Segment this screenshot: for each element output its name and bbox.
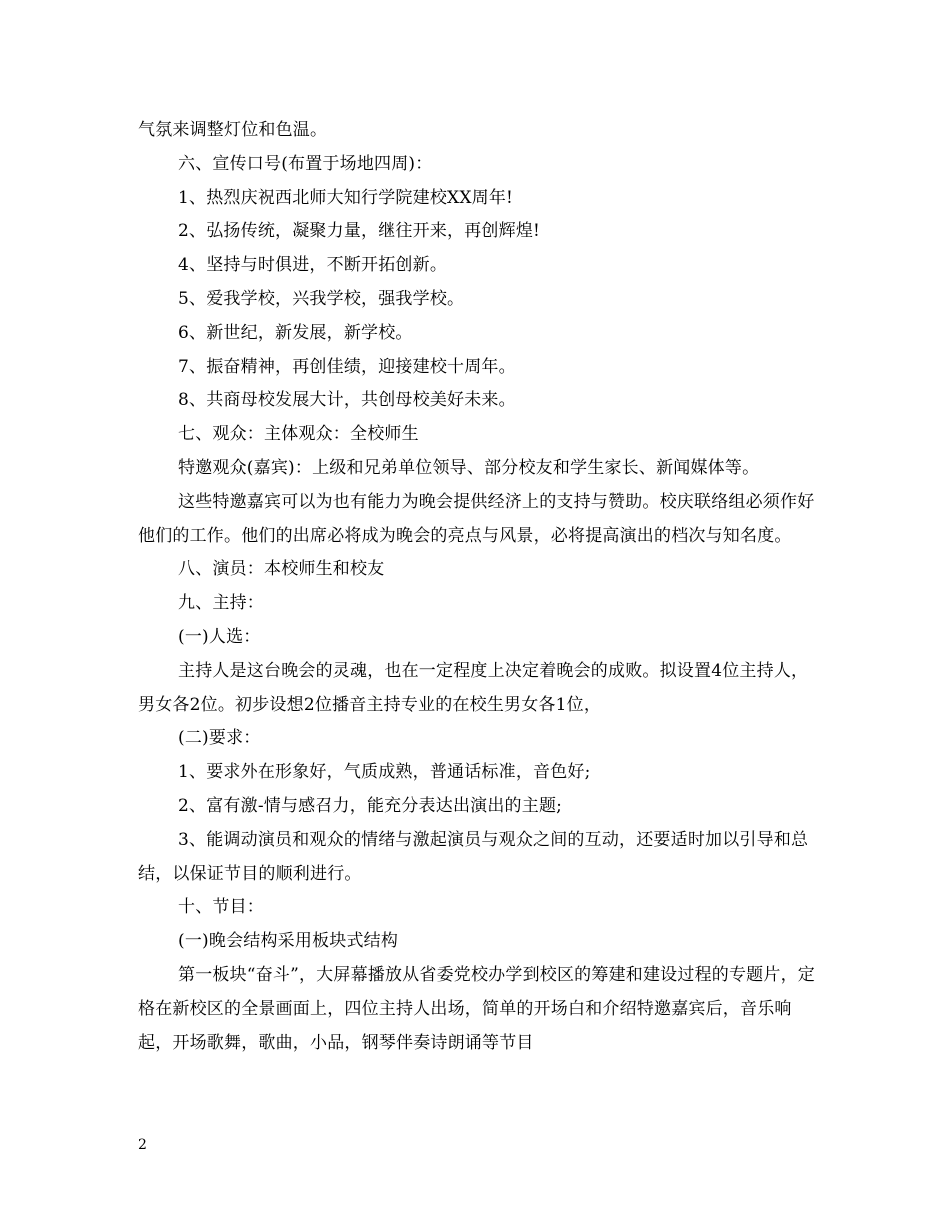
- paragraph: 九、主持：: [178, 593, 264, 614]
- paragraph: (一)人选：: [178, 626, 261, 647]
- paragraph: 七、观众：主体观众：全校师生: [178, 424, 419, 445]
- paragraph: 气氛来调整灯位和色温。: [138, 120, 328, 140]
- paragraph: 2、富有激-情与感召力，能充分表达出演出的主题;: [178, 795, 563, 816]
- paragraph: 八、演员：本校师生和校友: [178, 559, 385, 580]
- paragraph: 主持人是这台晚会的灵魂，也在一定程度上决定着晚会的成败。拟设置4位主持人，男女各2位。初步设想2位播音主持专业的在校生男女各1位，: [138, 660, 809, 715]
- paragraph: 第一板块“奋斗”，大屏幕播放从省委党校办学到校区的筹建和建设过程的专题片，定格在新校区的全景画面上，四位主持人出场，简单的开场白和介绍特邀嘉宾后，音乐响起，开场歌舞，歌曲，小品，钢琴伴奏诗朗诵等节目: [138, 964, 815, 1053]
- paragraph: 六、宣传口号(布置于场地四周)：: [178, 153, 433, 174]
- paragraph: 6、新世纪，新发展，新学校。: [178, 322, 413, 343]
- paragraph: 7、振奋精神，再创佳绩，迎接建校十周年。: [178, 356, 516, 377]
- paragraph: 5、爱我学校，兴我学校，强我学校。: [178, 288, 465, 309]
- paragraph: 这些特邀嘉宾可以为也有能力为晚会提供经济上的支持与赞助。校庆联络组必须作好他们的工作。他们的出席必将成为晚会的亮点与风景，必将提高演出的档次与知名度。: [138, 491, 815, 546]
- paragraph: 1、要求外在形象好，气质成熟，普通话标准，音色好;: [178, 762, 591, 783]
- paragraph: 1、热烈庆祝西北师大知行学院建校XX周年!: [178, 187, 514, 208]
- paragraph: 4、坚持与时俱进，不断开拓创新。: [178, 255, 448, 276]
- paragraph: (一)晚会结构采用板块式结构: [178, 931, 399, 952]
- page-number: 2: [138, 1137, 147, 1153]
- paragraph: 特邀观众(嘉宾)：上级和兄弟单位领导、部分校友和学生家长、新闻媒体等。: [178, 457, 760, 478]
- paragraph: (二)要求：: [178, 728, 261, 749]
- paragraph: 2、弘扬传统，凝聚力量，继往开来，再创辉煌!: [178, 221, 541, 242]
- paragraph: 十、节目：: [178, 897, 264, 918]
- paragraph: 3、能调动演员和观众的情绪与激起演员与观众之间的互动，还要适时加以引导和总结，以保证节目的顺利进行。: [138, 829, 809, 884]
- document-body: [138, 114, 818, 1060]
- paragraph: 8、共商母校发展大计，共创母校美好未来。: [178, 390, 516, 411]
